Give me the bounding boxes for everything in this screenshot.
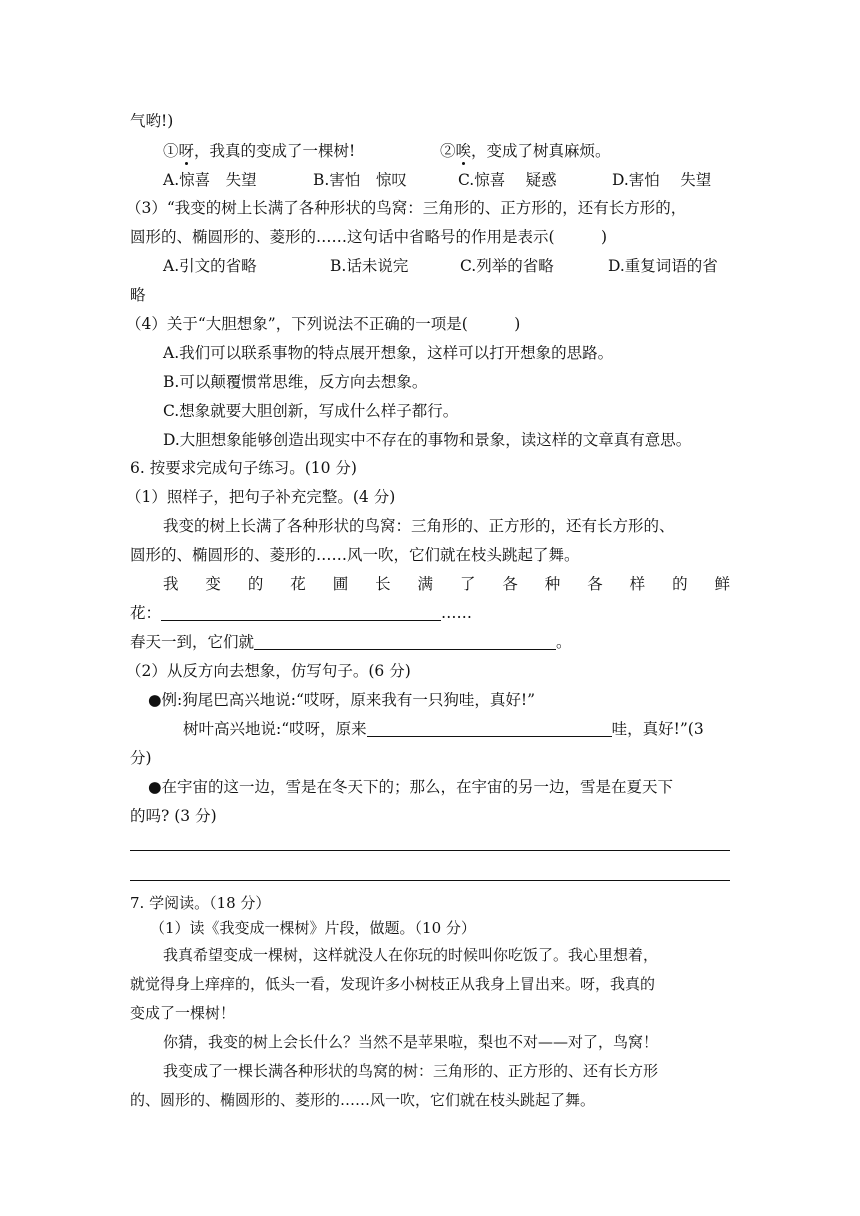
passage-para1-line3: 变成了一棵树！ (130, 1004, 236, 1022)
answer-blank-leaf[interactable] (367, 720, 612, 737)
sentence2-text: ②唉，变成了树真麻烦。 (440, 142, 611, 160)
q5-2-sentence1 (163, 141, 355, 161)
q6-sub1: （1）照样子，把句子补充完整。(4 分) (126, 488, 396, 506)
leaf-prefix: 树叶高兴地说:“哎呀，原来 (183, 720, 367, 738)
q5-3-option-a[interactable]: A.引文的省略 (163, 257, 257, 275)
fill-char: 的 (247, 575, 264, 593)
fill-char: 我 (163, 575, 179, 593)
fill-char: 各 (587, 575, 603, 593)
q5-2-sentence2 (440, 141, 611, 161)
q5-3-option-b[interactable]: B.话未说完 (330, 257, 409, 275)
q6-leaf-wrap: 分) (130, 749, 152, 767)
fill-char: 圃 (332, 575, 349, 593)
fill-line3-prefix: 春天一到，它们就 (130, 633, 255, 651)
q6-snow-line2: 的吗? (3 分) (130, 807, 217, 825)
fill-char: 长 (375, 575, 391, 593)
q7-sub1: （1）读《我变成一棵树》片段，做题。（10 分） (150, 919, 476, 937)
q6-leaf-line (183, 719, 704, 739)
answer-line-2[interactable] (130, 880, 730, 881)
fill-char: 的 (672, 575, 688, 593)
passage-para2: 你猜，我变的树上会长什么？当然不是苹果啦，梨也不对——对了，鸟窝！ (163, 1033, 659, 1051)
fill-char: 了 (459, 575, 476, 593)
q5-3-stem-line2: 圆形的、椭圆形的、菱形的……这句话中省略号的作用是表示( ) (130, 228, 608, 246)
q5-4-option-a[interactable]: A.我们可以联系事物的特点展开想象，这样可以打开想象的思路。 (163, 344, 614, 362)
q6-fill-line3 (130, 632, 572, 652)
q5-3-option-d[interactable]: D.重复词语的省 (608, 257, 718, 275)
fill-line2-suffix: …… (441, 604, 473, 622)
fill-line3-suffix: 。 (556, 633, 572, 651)
q5-4-option-c[interactable]: C.想象就要大胆创新，写成什么样子都行。 (163, 402, 459, 420)
q7-title: 7. 学阅读。（18 分） (130, 894, 271, 912)
fill-char: 样 (629, 575, 646, 593)
q6-title: 6. 按要求完成句子练习。(10 分) (130, 459, 357, 477)
q5-2-option-b[interactable]: B.害怕 惊叹 (313, 171, 407, 189)
leaf-suffix: 哇，真好!”(3 (611, 720, 704, 738)
q5-4-stem: （4）关于“大胆想象”，下列说法不正确的一项是( ) (126, 315, 521, 333)
fill-line2-prefix: 花： (130, 604, 162, 622)
passage-para3-line2: 的、圆形的、椭圆形的、菱形的……风一吹，它们就在枝头跳起了舞。 (130, 1091, 596, 1109)
q5-4-option-d[interactable]: D.大胆想象能够创造出现实中不存在的事物和景象，读这样的文章真有意思。 (163, 431, 692, 449)
q5-2-option-a[interactable]: A.惊喜 失望 (163, 171, 257, 189)
fill-char: 鲜 (714, 575, 730, 593)
sentence1-text: ①呀，我真的变成了一棵树! (163, 142, 356, 160)
q5-2-option-d[interactable]: D.害怕 失望 (612, 171, 712, 189)
fill-char: 种 (544, 575, 561, 593)
fill-char: 变 (205, 575, 221, 593)
fill-char: 各 (502, 575, 518, 593)
q5-2-option-c[interactable]: C.惊喜 疑惑 (458, 171, 557, 189)
q5-tail: 气哟!) (130, 112, 174, 130)
q5-3-option-d-wrap: 略 (130, 286, 146, 304)
q5-3-option-c[interactable]: C.列举的省略 (460, 257, 554, 275)
answer-blank-flowers[interactable] (161, 604, 441, 621)
answer-line-1[interactable] (130, 850, 730, 851)
passage-para1-line2: 就觉得身上痒痒的，低头一看，发现许多小树枝正从我身上冒出来。呀，我真的 (130, 975, 656, 993)
q6-fill-line2 (130, 603, 472, 623)
q5-4-option-b[interactable]: B.可以颠覆惯常思维，反方向去想象。 (163, 373, 428, 391)
q6-sub2: （2）从反方向去想象，仿写句子。(6 分) (126, 662, 411, 680)
q6-snow-line1: ●在宇宙的这一边，雪是在冬天下的；那么，在宇宙的另一边，雪是在夏天下 (148, 778, 674, 796)
answer-blank-spring[interactable] (254, 633, 556, 650)
q6-fill-line1 (163, 574, 730, 594)
q6-example-line2: 圆形的、椭圆形的、菱形的……风一吹，它们就在枝头跳起了舞。 (130, 546, 580, 564)
fill-char: 花 (290, 575, 306, 593)
passage-para3-line1: 我变成了一棵长满各种形状的鸟窝的树：三角形的、正方形的、还有长方形 (163, 1062, 659, 1080)
q5-3-stem-line1: （3）“我变的树上长满了各种形状的鸟窝：三角形的、正方形的，还有长方形的， (126, 199, 687, 217)
passage-para1-line1: 我真希望变成一棵树，这样就没人在你玩的时候叫你吃饭了。我心里想着， (163, 946, 659, 964)
q6-bullet-example: ●例:狗尾巴高兴地说:“哎呀，原来我有一只狗哇，真好!” (148, 691, 536, 709)
fill-char: 满 (417, 575, 434, 593)
q6-example-line1: 我变的树上长满了各种形状的鸟窝：三角形的、正方形的，还有长方形的、 (163, 517, 675, 535)
